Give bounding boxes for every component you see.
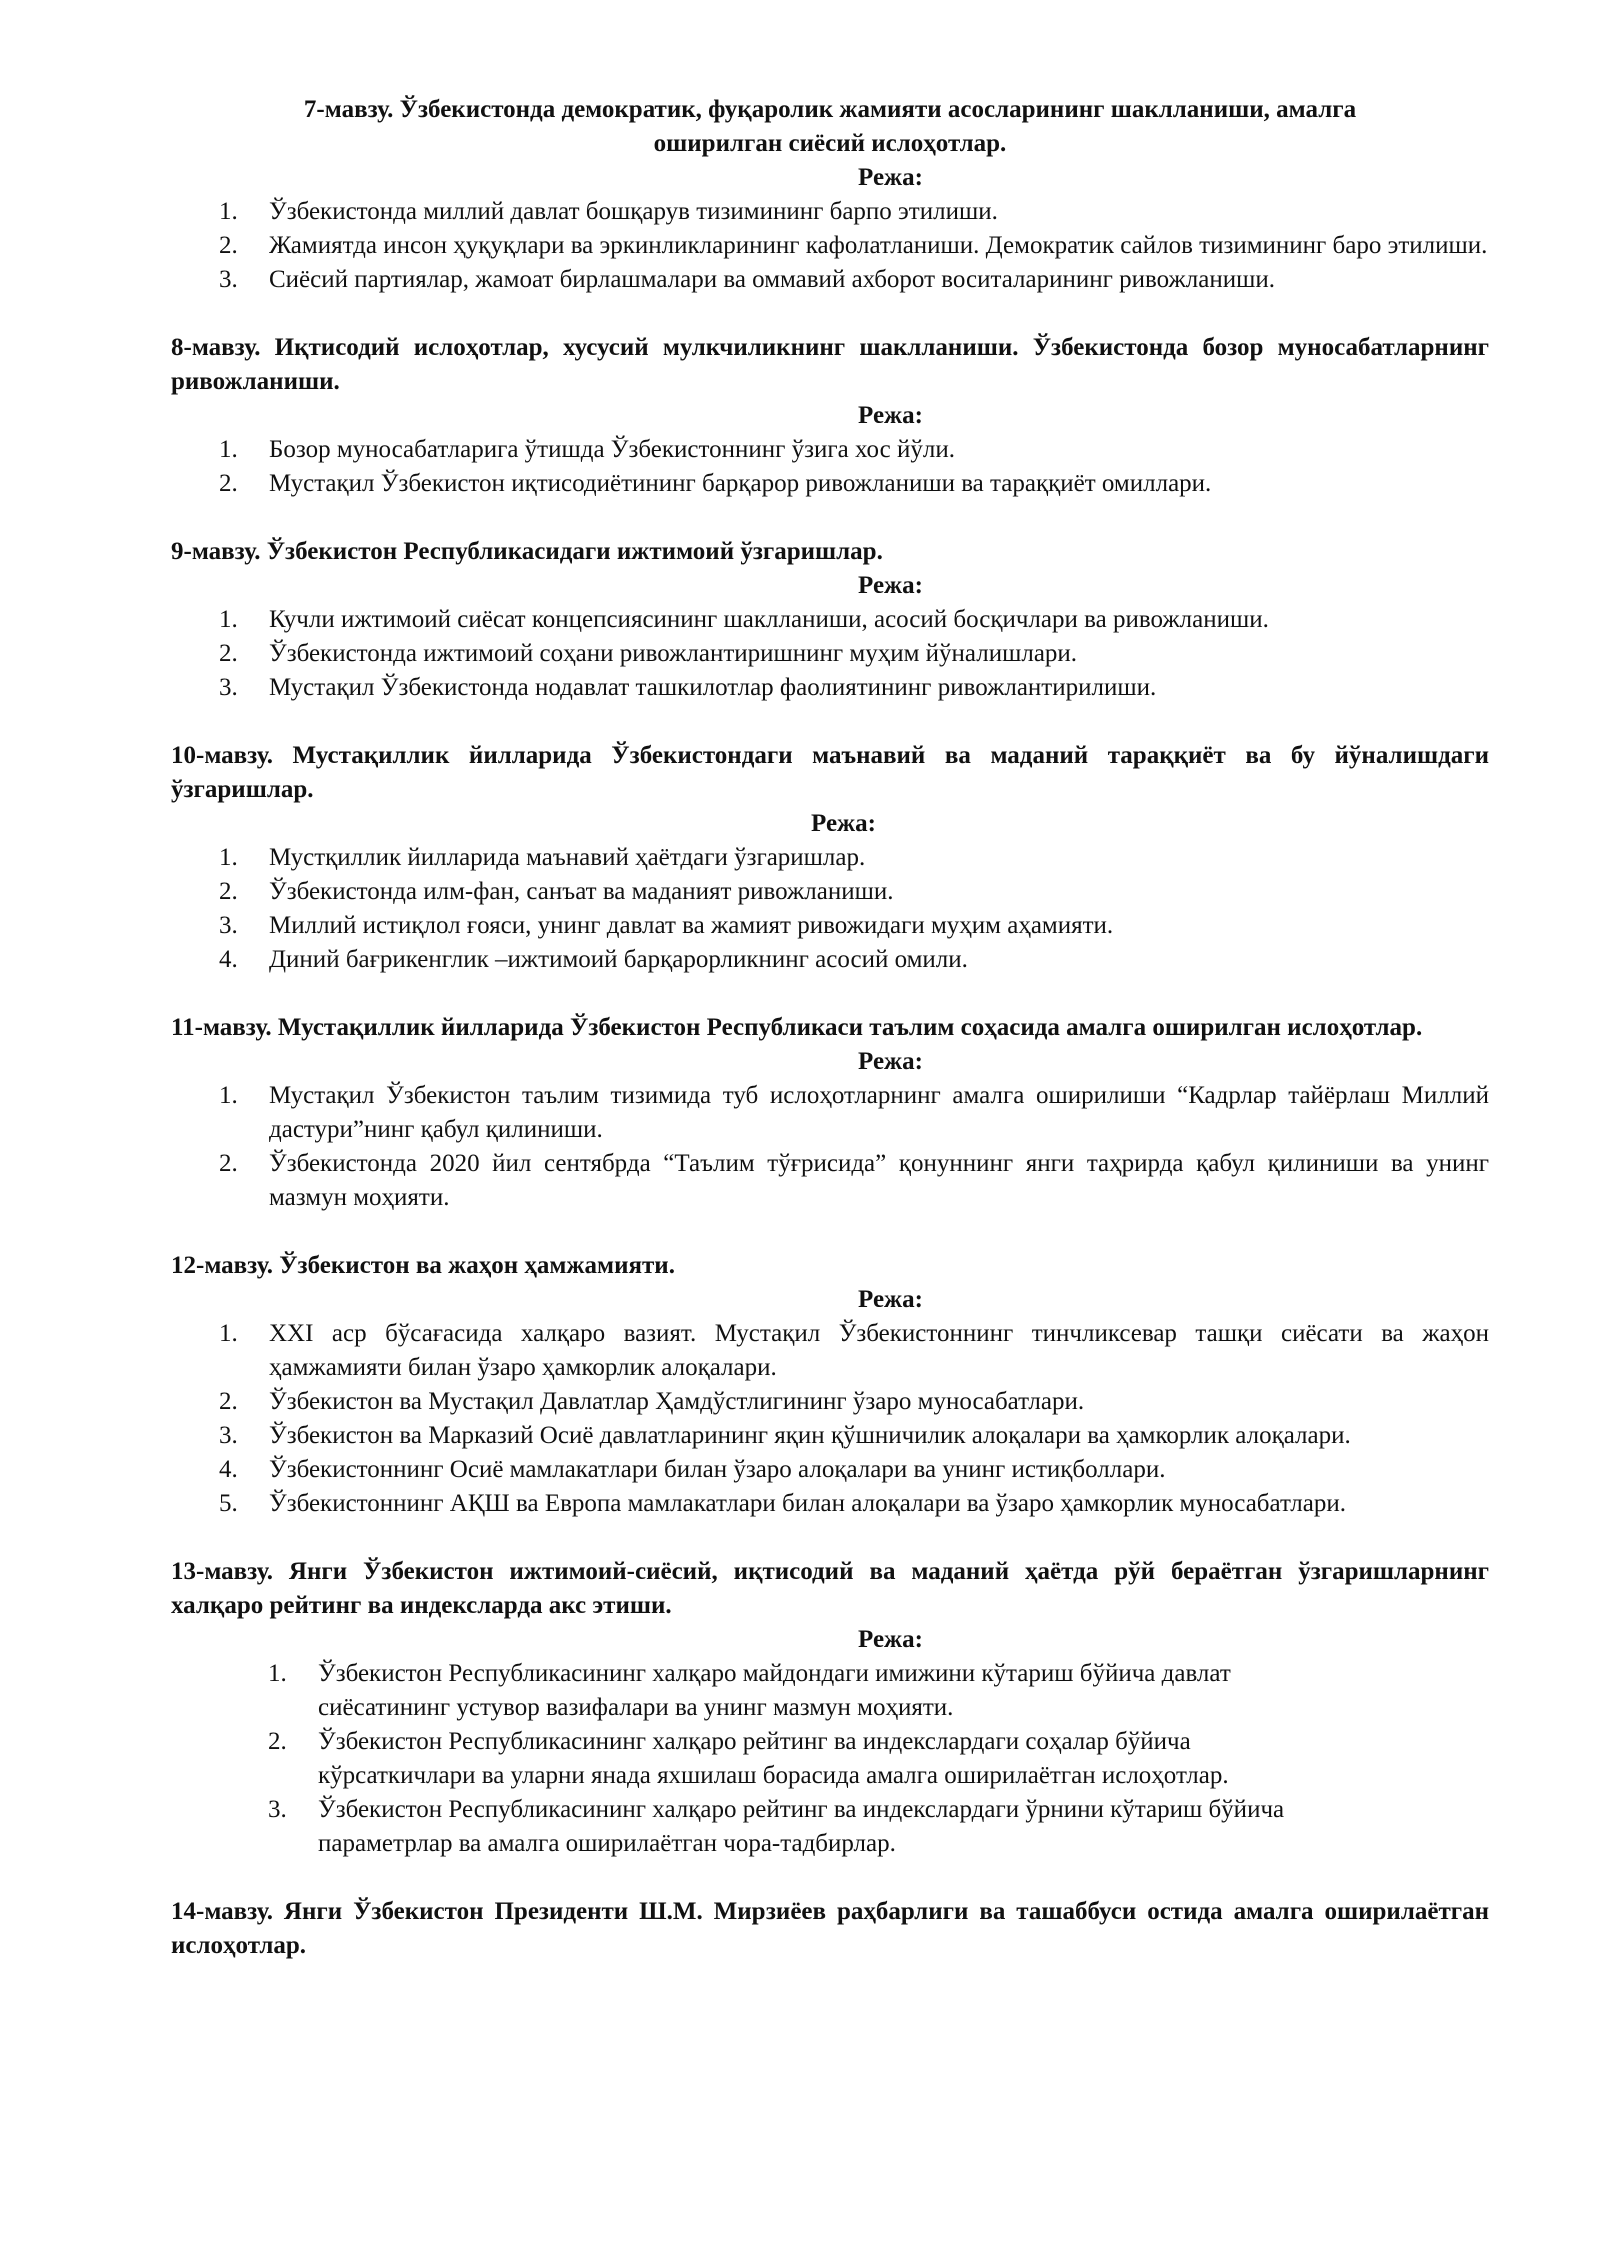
list-item-text: Миллий истиқлол ғояси, унинг давлат ва жамият ривожидаги муҳим аҳамияти. — [269, 912, 1114, 939]
list-item-number: 2. — [219, 640, 238, 667]
topic-12-plan-list — [171, 1317, 1489, 1521]
list-item-number: 1. — [268, 1660, 287, 1687]
list-item-text: XXI аср бўсағасида халқаро вазият. Мустақил Ўзбекистоннинг тинчликсевар ташқи сиёсати ва жаҳон ҳамжамияти билан ўзаро ҳамкорлик алоқалари. — [269, 1320, 1489, 1381]
list-item — [171, 1147, 1489, 1215]
list-item-number: 4. — [219, 1456, 238, 1483]
topic-8-plan-label: Режа: — [858, 402, 923, 429]
list-item-number: 3. — [219, 266, 238, 293]
list-item-text: Сиёсий партиялар, жамоат бирлашмалари ва оммавий ахборот воситаларининг ривожланиши. — [269, 266, 1276, 293]
topic-11-title: 11-мавзу. Мустақиллик йилларида Ўзбекистон Республикаси таълим соҳасида амалга оширилган ислоҳотлар. — [171, 1014, 1423, 1041]
list-item-text: Ўзбекистон ва Марказий Осиё давлатларининг яқин қўшничилик алоқалари ва ҳамкорлик алоқалари. — [269, 1422, 1351, 1449]
list-item — [171, 1385, 1489, 1419]
list-item — [171, 263, 1489, 297]
list-item-text: Ўзбекистонда илм-фан, санъат ва маданият ривожланиши. — [269, 878, 894, 905]
topic-7-title — [171, 93, 1489, 161]
list-item-text: Ўзбекистон ва Мустақил Давлатлар Ҳамдўстлигининг ўзаро муносабатлари. — [269, 1388, 1085, 1415]
list-item — [171, 195, 1489, 229]
list-item — [171, 637, 1489, 671]
list-item-number: 1. — [219, 436, 238, 463]
list-item-number: 1. — [219, 1082, 238, 1109]
list-item-text-line1: Ўзбекистон Республикасининг халқаро майдондаги имижини кўтариш бўйича давлат — [318, 1660, 1231, 1687]
list-item — [171, 229, 1489, 263]
topic-7-plan-label: Режа: — [858, 164, 923, 191]
list-item-text: Ўзбекистонда ижтимоий соҳани ривожлантиришнинг муҳим йўналишлари. — [269, 640, 1078, 667]
topic-11-plan-list — [171, 1079, 1489, 1215]
topic-7-title-line2: оширилган сиёсий ислоҳотлар. — [653, 130, 1007, 157]
topic-9-plan-label: Режа: — [858, 572, 923, 599]
list-item-number: 1. — [219, 606, 238, 633]
document-content — [171, 93, 1489, 1963]
list-item — [171, 875, 1489, 909]
topic-13-plan-label: Режа: — [858, 1626, 923, 1653]
topic-9-title: 9-мавзу. Ўзбекистон Республикасидаги ижтимоий ўзгаришлар. — [171, 538, 883, 565]
topic-14-title: 14-мавзу. Янги Ўзбекистон Президенти Ш.М. Мирзиёев раҳбарлиги ва ташаббуси остида амалга оширилаётган ислоҳотлар. — [171, 1898, 1489, 1959]
list-item — [171, 1453, 1489, 1487]
list-item-text: Жамиятда инсон ҳуқуқлари ва эркинликларининг кафолатланиши. Демократик сайлов тизимининг баро этилиши. — [269, 232, 1488, 259]
topic-9-plan-list — [171, 603, 1489, 705]
list-item-text: Мустқиллик йилларида маънавий ҳаётдаги ўзгаришлар. — [269, 844, 866, 871]
list-item-text: Ўзбекистоннинг Осиё мамлакатлари билан ўзаро алоқалари ва унинг истиқболлари. — [269, 1456, 1166, 1483]
list-item-number: 3. — [219, 674, 238, 701]
list-item-number: 2. — [219, 470, 238, 497]
list-item-number: 2. — [219, 1150, 238, 1177]
topic-7-title-line1: 7-мавзу. Ўзбекистонда демократик, фуқаролик жамияти асосларининг шаклланиши, амалга — [303, 96, 1357, 123]
list-item-number: 5. — [219, 1490, 238, 1517]
list-item-number: 3. — [219, 912, 238, 939]
list-item-number: 2. — [219, 878, 238, 905]
list-item-number: 4. — [219, 946, 238, 973]
topic-10-plan-label: Режа: — [811, 810, 876, 837]
list-item — [171, 943, 1489, 977]
topic-13-plan-list — [171, 1657, 1489, 1861]
topic-7-plan-list — [171, 195, 1489, 297]
topic-8-title: 8-мавзу. Иқтисодий ислоҳотлар, хусусий мулкчиликнинг шаклланиши. Ўзбекистонда бозор муносабатларнинг ривожланиши. — [171, 334, 1489, 395]
topic-11-plan-label: Режа: — [858, 1048, 923, 1075]
list-item-number: 2. — [268, 1728, 287, 1755]
list-item-text: Ўзбекистонда миллий давлат бошқарув тизимининг барпо этилиши. — [269, 198, 998, 225]
topic-10-plan-list — [171, 841, 1489, 977]
list-item-number: 2. — [219, 1388, 238, 1415]
list-item — [171, 1793, 1489, 1861]
list-item — [171, 841, 1489, 875]
topic-13-title: 13-мавзу. Янги Ўзбекистон ижтимоий-сиёсий, иқтисодий ва маданий ҳаётда рўй бераётган ўзгаришларнинг халқаро рейтинг ва индексларда акс этиши. — [171, 1558, 1489, 1619]
topic-8-plan-list — [171, 433, 1489, 501]
list-item-number: 1. — [219, 844, 238, 871]
list-item-text: Кучли ижтимоий сиёсат концепсиясининг шаклланиши, асосий босқичлари ва ривожланиши. — [269, 606, 1269, 633]
list-item — [171, 671, 1489, 705]
topic-10-title: 10-мавзу. Мустақиллик йилларида Ўзбекистондаги маънавий ва маданий тараққиёт ва бу йўналишдаги ўзгаришлар. — [171, 742, 1489, 803]
list-item-number: 2. — [219, 232, 238, 259]
list-item — [171, 1657, 1489, 1725]
list-item-text: Ўзбекистонда 2020 йил сентябрда “Таълим тўғрисида” қонуннинг янги таҳрирда қабул қилиниши ва унинг мазмун моҳияти. — [269, 1150, 1489, 1211]
list-item — [171, 467, 1489, 501]
list-item-text: Мустақил Ўзбекистон иқтисодиётининг барқарор ривожланиши ва тараққиёт омиллари. — [269, 470, 1212, 497]
list-item-text-line1: Ўзбекистон Республикасининг халқаро рейтинг ва индекслардаги соҳалар бўйича — [318, 1728, 1191, 1755]
list-item — [171, 909, 1489, 943]
list-item-number: 3. — [268, 1796, 287, 1823]
list-item-number: 3. — [219, 1422, 238, 1449]
list-item — [171, 1419, 1489, 1453]
list-item-text: Ўзбекистоннинг АҚШ ва Европа мамлакатлари билан алоқалари ва ўзаро ҳамкорлик муносабатлари. — [269, 1490, 1346, 1517]
list-item-text-line2: сиёсатининг устувор вазифалари ва унинг мазмун моҳияти. — [318, 1694, 954, 1721]
list-item-text: Мустақил Ўзбекистон таълим тизимида туб ислоҳотларнинг амалга оширилиши “Кадрлар тайёрлаш Миллий дастури”нинг қабул қилиниши. — [269, 1082, 1489, 1143]
list-item-text-line2: параметрлар ва амалга оширилаётган чора-тадбирлар. — [318, 1830, 896, 1857]
list-item-text: Бозор муносабатларига ўтишда Ўзбекистоннинг ўзига хос йўли. — [269, 436, 955, 463]
list-item-text: Мустақил Ўзбекистонда нодавлат ташкилотлар фаолиятининг ривожлантирилиши. — [269, 674, 1157, 701]
list-item — [171, 1079, 1489, 1147]
topic-12-plan-label: Режа: — [858, 1286, 923, 1313]
list-item-number: 1. — [219, 1320, 238, 1347]
list-item — [171, 433, 1489, 467]
list-item-text-line2: кўрсаткичлари ва уларни янада яхшилаш борасида амалга оширилаётган ислоҳотлар. — [318, 1762, 1229, 1789]
list-item-number: 1. — [219, 198, 238, 225]
list-item-text-line1: Ўзбекистон Республикасининг халқаро рейтинг ва индекслардаги ўрнини кўтариш бўйича — [318, 1796, 1285, 1823]
list-item — [171, 1487, 1489, 1521]
topic-12-title: 12-мавзу. Ўзбекистон ва жаҳон ҳамжамияти. — [171, 1252, 675, 1279]
list-item — [171, 603, 1489, 637]
list-item-text: Диний бағрикенглик –ижтимоий барқарорликнинг асосий омили. — [269, 946, 968, 973]
list-item — [171, 1317, 1489, 1385]
list-item — [171, 1725, 1489, 1793]
